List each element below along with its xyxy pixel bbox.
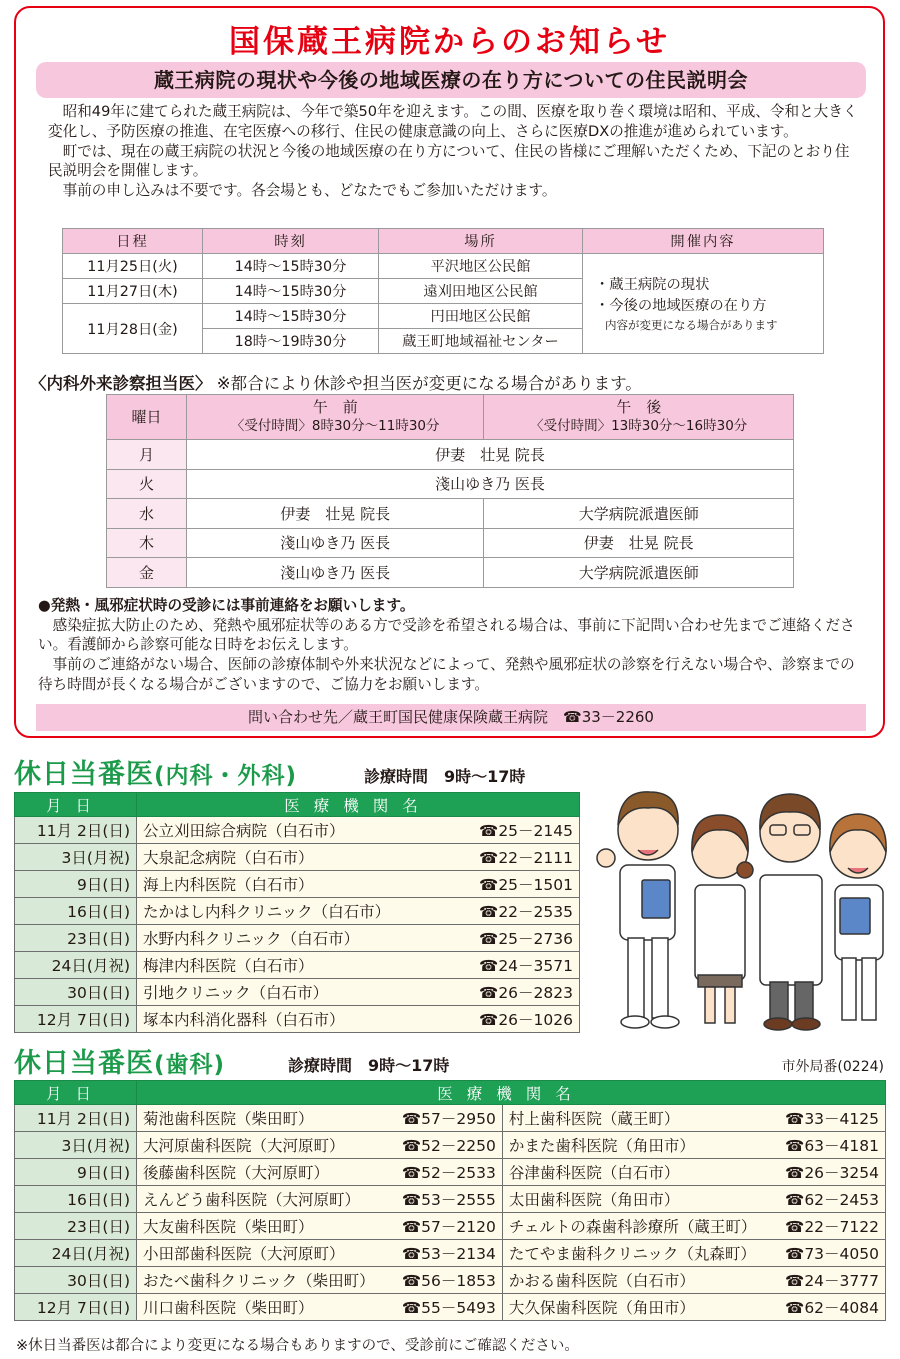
col-institution: 医療機関名 (137, 1081, 886, 1105)
schedule-time: 14時～15時30分 (203, 279, 379, 304)
table-row (63, 254, 824, 279)
schedule-date: 11月25日(火) (63, 254, 203, 279)
phone-number: ☎63－4181 (777, 1132, 886, 1159)
fever-notice (38, 596, 868, 695)
doctor-heading-note: ※都合により休診や担当医が変更になる場合があります。 (216, 374, 642, 393)
institution-name: 梅津内科医院（白石市） (137, 952, 454, 979)
notice-title: 国保蔵王病院からのお知らせ (228, 24, 671, 60)
footnote: ※休日当番医は都合により変更になる場合もありますので、受診前にご確認ください。 (16, 1338, 579, 1354)
hospital-notice-box (14, 6, 885, 738)
holiday-dental-table (14, 1080, 886, 1321)
phone-number: ☎25－2145 (454, 817, 580, 844)
table-row (15, 1006, 580, 1033)
col-institution: 医療機関名 (137, 793, 580, 817)
doctor-am: 淺山ゆき乃 医長 (187, 558, 484, 588)
clinic-name: 小田部歯科医院（大河原町） (137, 1240, 394, 1267)
table-row (107, 499, 794, 529)
table-row (15, 817, 580, 844)
holiday-title-paren: (歯科) (154, 1052, 226, 1078)
institution-name: 水野内科クリニック（白石市） (137, 925, 454, 952)
col-weekday: 曜日 (107, 395, 187, 440)
table-row (15, 871, 580, 898)
holiday-title-main: 休日当番医 (14, 1048, 154, 1079)
table-row (15, 1159, 886, 1186)
schedule-place: 蔵王町地域福祉センター (379, 329, 583, 354)
institution-name: 公立刈田綜合病院（白石市） (137, 817, 454, 844)
clinic-name: 菊池歯科医院（柴田町） (137, 1105, 394, 1132)
holiday-date: 9日(日) (15, 871, 137, 898)
phone-number: ☎24－3571 (454, 952, 580, 979)
holiday-dental-title (14, 1041, 225, 1080)
clinic-name: 太田歯科医院（角田市） (502, 1186, 777, 1213)
intro-text (48, 102, 863, 201)
phone-number: ☎26－1026 (454, 1006, 580, 1033)
schedule-time: 18時～19時30分 (203, 329, 379, 354)
schedule-place: 遠刈田地区公民館 (379, 279, 583, 304)
weekday: 月 (107, 440, 187, 470)
phone-number: ☎53－2555 (394, 1186, 503, 1213)
holiday-internal-hours: 診療時間 9時～17時 (364, 767, 526, 786)
phone-number: ☎25－2736 (454, 925, 580, 952)
doctor-all-day: 淺山ゆき乃 医長 (187, 469, 794, 499)
intro-paragraph: 事前の申し込みは不要です。各会場とも、どなたでもご参加いただけます。 (62, 182, 557, 200)
table-header-row (15, 1081, 886, 1105)
holiday-date: 12月 7日(日) (15, 1006, 137, 1033)
col-time: 時刻 (203, 229, 379, 254)
table-row (15, 1267, 886, 1294)
fever-paragraph: 感染症拡大防止のため、発熱や風邪症状等のある方で受診を希望される場合は、事前に下記問い合わせ先までご連絡ください。看護師から診察可能な日時をお伝えします。 (38, 616, 855, 654)
table-row (15, 952, 580, 979)
table-header-row (63, 229, 824, 254)
institution-name: 塚本内科消化器科（白石市） (137, 1006, 454, 1033)
col-content: 開催内容 (583, 229, 824, 254)
holiday-date: 24日(月祝) (15, 952, 137, 979)
doctor-am: 伊妻 壮晃 院長 (187, 499, 484, 529)
fever-paragraph: 事前のご連絡がない場合、医師の診療体制や外来状況などによって、発熱や風邪症状の診察を行えない場合や、診察までの待ち時間が長くなる場合がございますので、ご協力をお願いします。 (38, 656, 855, 693)
holiday-date: 23日(日) (15, 1213, 137, 1240)
weekday: 水 (107, 499, 187, 529)
doctor-pm: 大学病院派遣医師 (484, 558, 794, 588)
institution-name: 大泉記念病院（白石市） (137, 844, 454, 871)
fever-lead: ●発熱・風邪症状時の受診には事前連絡をお願いします。 (38, 597, 415, 614)
phone-number: ☎52－2250 (394, 1132, 503, 1159)
holiday-date: 3日(月祝) (15, 1132, 137, 1159)
col-pm (484, 395, 794, 440)
phone-number: ☎22－2535 (454, 898, 580, 925)
holiday-internal-table (14, 792, 580, 1033)
content-item: ・今後の地域医療の在り方 (595, 297, 767, 314)
am-label: 午 前 (312, 398, 358, 416)
schedule-time: 14時～15時30分 (203, 254, 379, 279)
holiday-date: 30日(日) (15, 979, 137, 1006)
institution-name: たかはし内科クリニック（白石市） (137, 898, 454, 925)
table-row (15, 898, 580, 925)
schedule-time: 14時～15時30分 (203, 304, 379, 329)
col-place: 場所 (379, 229, 583, 254)
clinic-name: かまた歯科医院（角田市） (502, 1132, 777, 1159)
phone-number: ☎62－2453 (777, 1186, 886, 1213)
table-row (15, 1132, 886, 1159)
phone-number: ☎52－2533 (394, 1159, 503, 1186)
phone-number: ☎25－1501 (454, 871, 580, 898)
intro-paragraph: 昭和49年に建てられた蔵王病院は、今年で築50年を迎えます。この間、医療を取り巻く環境は昭和、平成、令和と大きく変化し、予防医療の推進、在宅医療への移行、住民の健康意識の向上、さらに医療DXの推進が進められています。 (48, 103, 858, 140)
holiday-date: 16日(日) (15, 898, 137, 925)
weekday: 金 (107, 558, 187, 588)
institution-name: 海上内科医院（白石市） (137, 871, 454, 898)
medical-staff-illustration (590, 770, 895, 1040)
phone-number: ☎24－3777 (777, 1267, 886, 1294)
area-code: 市外局番(0224) (781, 1059, 884, 1075)
schedule-place: 平沢地区公民館 (379, 254, 583, 279)
table-row (107, 469, 794, 499)
clinic-name: 村上歯科医院（蔵王町） (502, 1105, 777, 1132)
phone-number: ☎26－2823 (454, 979, 580, 1006)
holiday-internal-title (14, 752, 297, 791)
contact-bar: 問い合わせ先／蔵王町国民健康保険蔵王病院 ☎33－2260 (36, 704, 866, 731)
clinic-name: たてやま歯科クリニック（丸森町） (502, 1240, 777, 1267)
table-row (15, 1186, 886, 1213)
doctor-heading-label: 〈内科外来診察担当医〉 (30, 374, 212, 393)
doctor-schedule-table (106, 394, 794, 588)
phone-number: ☎57－2950 (394, 1105, 503, 1132)
staff-illustration-icon (590, 770, 895, 1040)
table-row (15, 1213, 886, 1240)
content-item: ・蔵王病院の現状 (595, 276, 710, 293)
table-row (107, 558, 794, 588)
clinic-name: 大河原歯科医院（大河原町） (137, 1132, 394, 1159)
phone-number: ☎55－5493 (394, 1294, 503, 1321)
holiday-date: 9日(日) (15, 1159, 137, 1186)
pm-label: 午 後 (616, 398, 662, 416)
schedule-content (583, 254, 824, 354)
holiday-date: 23日(日) (15, 925, 137, 952)
phone-number: ☎26－3254 (777, 1159, 886, 1186)
phone-number: ☎57－2120 (394, 1213, 503, 1240)
clinic-name: チェルトの森歯科診療所（蔵王町） (502, 1213, 777, 1240)
table-row (107, 528, 794, 558)
schedule-date: 11月28日(金) (63, 304, 203, 354)
holiday-date: 16日(日) (15, 1186, 137, 1213)
phone-number: ☎22－2111 (454, 844, 580, 871)
holiday-title-main: 休日当番医 (14, 759, 154, 790)
holiday-date: 3日(月祝) (15, 844, 137, 871)
clinic-name: 谷津歯科医院（白石市） (502, 1159, 777, 1186)
holiday-date: 11月 2日(日) (15, 1105, 137, 1132)
phone-number: ☎33－4125 (777, 1105, 886, 1132)
doctor-am: 淺山ゆき乃 医長 (187, 528, 484, 558)
briefing-schedule-table (62, 228, 824, 354)
am-hours: 〈受付時間〉8時30分～11時30分 (230, 418, 440, 434)
doctor-pm: 大学病院派遣医師 (484, 499, 794, 529)
content-note: 内容が変更になる場合があります (605, 317, 778, 332)
institution-name: 引地クリニック（白石市） (137, 979, 454, 1006)
doctor-schedule-heading (30, 370, 642, 394)
intro-paragraph: 町では、現在の蔵王病院の状況と今後の地域医療の在り方について、住民の皆様にご理解いただくため、下記のとおり住民説明会を開催します。 (48, 142, 850, 180)
phone-number: ☎22－7122 (777, 1213, 886, 1240)
clinic-name: えんどう歯科医院（大河原町） (137, 1186, 394, 1213)
clinic-name: 川口歯科医院（柴田町） (137, 1294, 394, 1321)
schedule-place: 円田地区公民館 (379, 304, 583, 329)
clinic-name: 大友歯科医院（柴田町） (137, 1213, 394, 1240)
holiday-dental-hours: 診療時間 9時～17時 (288, 1056, 450, 1075)
col-date: 日程 (63, 229, 203, 254)
table-row (15, 979, 580, 1006)
clinic-name: 大久保歯科医院（角田市） (502, 1294, 777, 1321)
clinic-name: 後藤歯科医院（大河原町） (137, 1159, 394, 1186)
holiday-title-paren: (内科・外科) (154, 763, 298, 789)
weekday: 火 (107, 469, 187, 499)
notice-subtitle: 蔵王病院の現状や今後の地域医療の在り方についての住民説明会 (36, 62, 866, 98)
phone-number: ☎73－4050 (777, 1240, 886, 1267)
col-am (187, 395, 484, 440)
weekday: 木 (107, 528, 187, 558)
holiday-date: 11月 2日(日) (15, 817, 137, 844)
holiday-date: 12月 7日(日) (15, 1294, 137, 1321)
table-row (15, 844, 580, 871)
table-header-row (15, 793, 580, 817)
table-header-row (107, 395, 794, 440)
schedule-date: 11月27日(木) (63, 279, 203, 304)
phone-number: ☎56－1853 (394, 1267, 503, 1294)
col-date: 月日 (15, 1081, 137, 1105)
clinic-name: おたべ歯科クリニック（柴田町） (137, 1267, 394, 1294)
table-row (15, 925, 580, 952)
holiday-date: 24日(月祝) (15, 1240, 137, 1267)
clinic-name: かおる歯科医院（白石市） (502, 1267, 777, 1294)
doctor-all-day: 伊妻 壮晃 院長 (187, 440, 794, 470)
doctor-pm: 伊妻 壮晃 院長 (484, 528, 794, 558)
phone-number: ☎53－2134 (394, 1240, 503, 1267)
table-row (15, 1105, 886, 1132)
pm-hours: 〈受付時間〉13時30分～16時30分 (530, 418, 748, 434)
table-row (15, 1240, 886, 1267)
col-date: 月日 (15, 793, 137, 817)
holiday-date: 30日(日) (15, 1267, 137, 1294)
phone-number: ☎62－4084 (777, 1294, 886, 1321)
table-row (107, 440, 794, 470)
table-row (15, 1294, 886, 1321)
